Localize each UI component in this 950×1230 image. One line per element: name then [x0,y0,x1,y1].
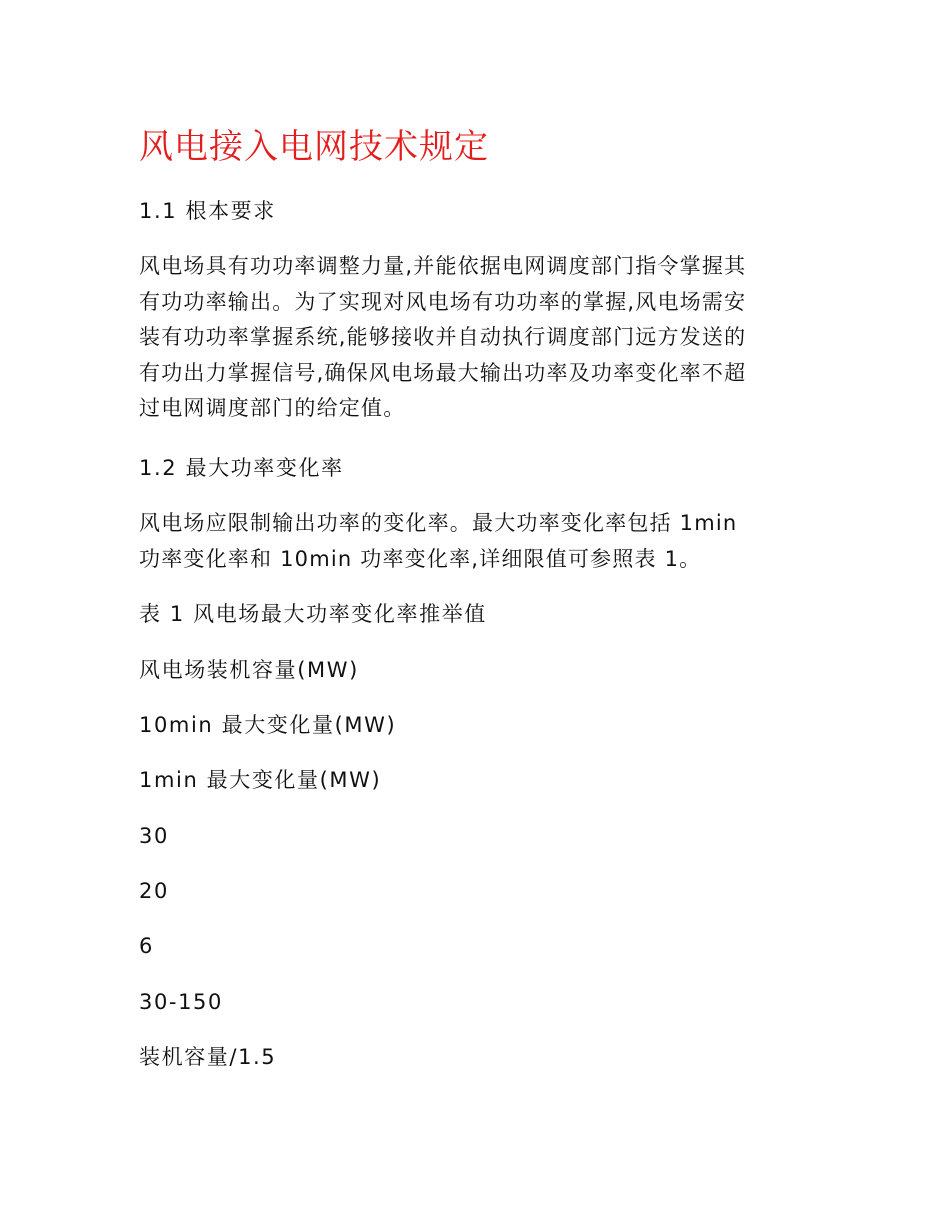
paragraph-line: 过电网调度部门的给定值。 [139,396,406,420]
table-cell: 20 [139,879,169,903]
paragraph-line: 有功功率输出。为了实现对风电场有功功率的掌握,风电场需安 [139,289,747,314]
table-cell: 6 [139,934,154,958]
document-title: 风电接入电网技术规定 [139,127,489,167]
table-cell: 30-150 [139,990,223,1014]
section-1-1-paragraph [139,249,819,427]
table-caption: 表 1 风电场最大功率变化率推举值 [139,602,487,626]
table-header-10min: 10min 最大变化量(MW) [139,713,397,737]
paragraph-line: 有功出力掌握信号,确保风电场最大输出功率及功率变化率不超 [139,360,747,385]
section-1-2-paragraph [139,506,819,577]
paragraph-line: 装有功功率掌握系统,能够接收并自动执行调度部门远方发送的 [139,325,747,349]
table-header-capacity: 风电场装机容量(MW) [139,658,359,682]
paragraph-line: 风电场应限制输出功率的变化率。最大功率变化率包括 1min [139,511,738,535]
table-cell: 装机容量/1.5 [139,1045,277,1069]
table-cell: 30 [139,824,169,848]
section-heading-1-2: 1.2 最大功率变化率 [139,456,344,480]
table-header-1min: 1min 最大变化量(MW) [139,768,382,792]
paragraph-line: 功率变化率和 10min 功率变化率,详细限值可参照表 1。 [139,546,702,571]
paragraph-line: 风电场具有功功率调整力量,并能依据电网调度部门指令掌握其 [139,254,747,278]
section-heading-1-1: 1.1 根本要求 [139,199,276,223]
